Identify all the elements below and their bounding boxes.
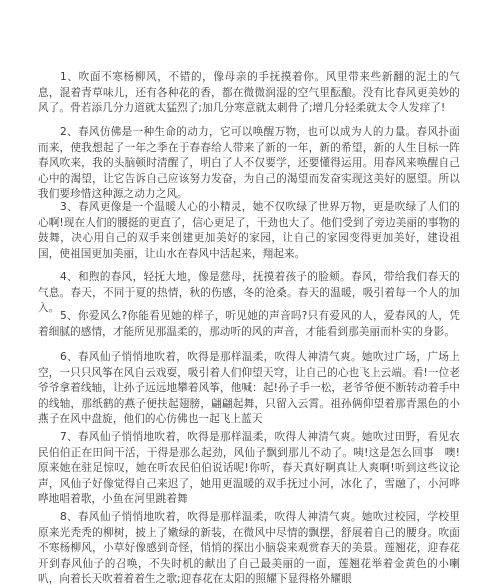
paragraph-7: 7、春风仙子悄悄地吹着，吹得是那样温柔，吹得人神清气爽。她吹过田野，看见农民伯伯正在田间干活，干得是那么起劲，风仙子飘到那儿不动了。咦!这是怎么回事 噢!原来她在驻足惊叹，她在听农民伯伯说话呢!你听，春天真好啊真让人爽啊!听到这些议论声，风仙子好像觉得自己来迟了，她用更温暖的双手抚过小河，冰化了，雪融了，小河哗哗地唱着歌，小鱼在河里跳着舞 <box>38 431 460 506</box>
paragraph-4: 4、和煦的春风，轻抚大地，像是慈母，抚摸着孩子的脸颊。春风，带给我们春天的气息。春天，不同于夏的热情，秋的伤感，冬的沧桑。春天的温暖，吸引着每一个人的加入。 <box>38 271 460 315</box>
paragraph-3: 3、春风更像是一个温暖人心的小精灵，她不仅吹绿了世界万物，更是吹绿了人们的心啊!现在人们的腰挺的更直了，信心更足了，干劲也大了。他们受到了旁边美丽的事物的鼓舞，决心用自己的双手来创建更加美好的家园，让自己的家园变得更加美好，建设祖国，使祖国更加美丽，让山水在春风中活起来，翔起来。 <box>38 201 460 260</box>
paragraph-6: 6、春风仙子悄悄地吹着，吹得是那样温柔，吹得人神清气爽。她吹过广场，广场上空，一只只风筝在风自云戏耍，吸引着人们仰望天穹，让自己的心也飞上云端。看!一位老爷爷拿着线轴，让孙子远远地攀着风筝，他喊：起!孙子手一松，老爷爷便不断转动着手中的线轴，那纸鹤的燕子便扶起翅膀，翩翩起舞，只留入云霄。祖孙俩仰望着那青黑色的小燕子在风中盘旋，他们的心仿佛也一起飞上蓝天 <box>38 351 460 426</box>
paragraph-2: 2、春风仿佛是一种生命的动力，它可以唤醒万物，也可以成为人的力量。春风扑面而来，使我想起了一年之季在于春春给人带来了新的一年，新的希望，新的人生目标一阵春风吹来，我的头脑顿时清醒了，明白了人不仅要学，还要懂得运用。用春风来唤醒自己心中的渴望，让它告诉自己应该努力发奋，为自己的渴望而发奋实现这美好的愿望。所以我们要珍惜这种源之动力之风。 <box>38 126 460 201</box>
paragraph-1: 1、吹面不寒杨柳风，不错的，像母亲的手抚摸着你。风里带来些新翻的泥土的气息，混着青草味儿，还有各种花的香，都在微微润湿的空气里酝酿。没有比春风更美妙的风了。骨若添几分力道就太猛烈了;加几分寒意就太刺骨了;增几分轻柔就太令人发痒了! <box>38 71 460 115</box>
paragraph-5: 5、你爱风么?你能看见她的样子，听见她的声音吗?只有爱风的人，爱春风的人，凭着细腻的感情，才能所见那温柔的，那动听的风的声音，才能看到那美丽而朴实的身影。 <box>38 310 460 338</box>
paragraph-8: 8、春风仙子悄悄地吹着，吹得是那样温柔，吹得人神清气爽。她吹过校园，学校里原来光秃秃的柳树，披上了嫩绿的新装，在微风中尽情的飘摆，舒展着自己的腰身。吹面不寒杨柳风，小草好像感到奇怪，悄悄的探出小脑袋来观赏春天的美景。莲翘花，迎春花开到春风仙子的召唤，不失时机的献出了自己最美丽的一面，莲翘花举着金黄色的小喇叭，向着长天吹着着着生之歌;迎春花在太阳的照耀下显得格外耀眼 <box>38 511 460 586</box>
